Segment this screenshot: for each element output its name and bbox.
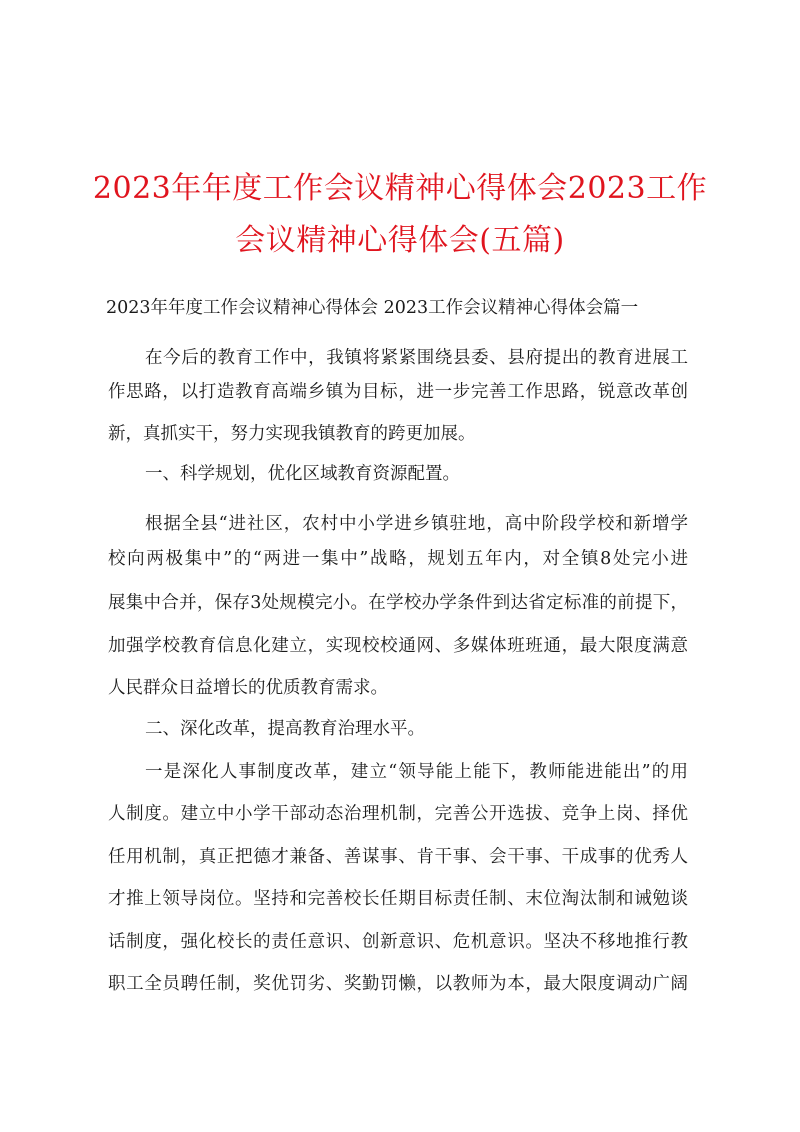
paragraph-line: 在今后的教育工作中，我镇将紧紧围绕县委、县府提出的教育进展工 xyxy=(145,348,688,368)
document-title-line-2: 会议精神心得体会(五篇) xyxy=(235,223,565,258)
paragraph-line: 职工全员聘任制，奖优罚劣、奖勤罚懒，以教师为本，最大限度调动广阔 xyxy=(108,974,688,994)
paragraph-line: 任用机制，真正把德才兼备、善谋事、肯干事、会干事、干成事的优秀人 xyxy=(108,847,688,867)
paragraph-line: 加强学校教育信息化建立，实现校校通网、多媒体班班通，最大限度满意 xyxy=(108,636,688,656)
paragraph-line: 人民群众日益增长的优质教育需求。 xyxy=(108,678,388,698)
document-subtitle: 2023年年度工作会议精神心得体会 2023工作会议精神心得体会篇一 xyxy=(106,298,639,318)
paragraph-line: 话制度，强化校长的责任意识、创新意识、危机意识。坚决不移地推行教 xyxy=(108,932,688,952)
paragraph-line: 人制度。建立中小学干部动态治理机制，完善公开选拔、竞争上岗、择优 xyxy=(108,804,688,824)
paragraph-line: 展集中合并，保存3处规模完小。在学校办学条件到达省定标准的前提下， xyxy=(108,593,688,613)
paragraph-line: 一是深化人事制度改革，建立“领导能上能下，教师能进能出”的用 xyxy=(145,762,688,782)
paragraph-line: 校向两极集中”的“两进一集中”战略，规划五年内，对全镇8处完小进 xyxy=(108,549,688,569)
document-title-line-1: 2023年年度工作会议精神心得体会2023工作 xyxy=(92,171,708,206)
section-heading: 一、科学规划，优化区域教育资源配置。 xyxy=(145,464,460,484)
paragraph-line: 作思路，以打造教育高端乡镇为目标，进一步完善工作思路，锐意改革创 xyxy=(108,382,688,402)
paragraph-line: 新，真抓实干，努力实现我镇教育的跨更加展。 xyxy=(108,424,476,444)
paragraph-line: 才推上领导岗位。坚持和完善校长任期目标责任制、末位淘汰制和诫勉谈 xyxy=(108,889,688,909)
paragraph-line: 根据全县“进社区，农村中小学进乡镇驻地，高中阶段学校和新增学 xyxy=(145,514,688,534)
section-heading: 二、深化改革，提高教育治理水平。 xyxy=(145,719,425,739)
